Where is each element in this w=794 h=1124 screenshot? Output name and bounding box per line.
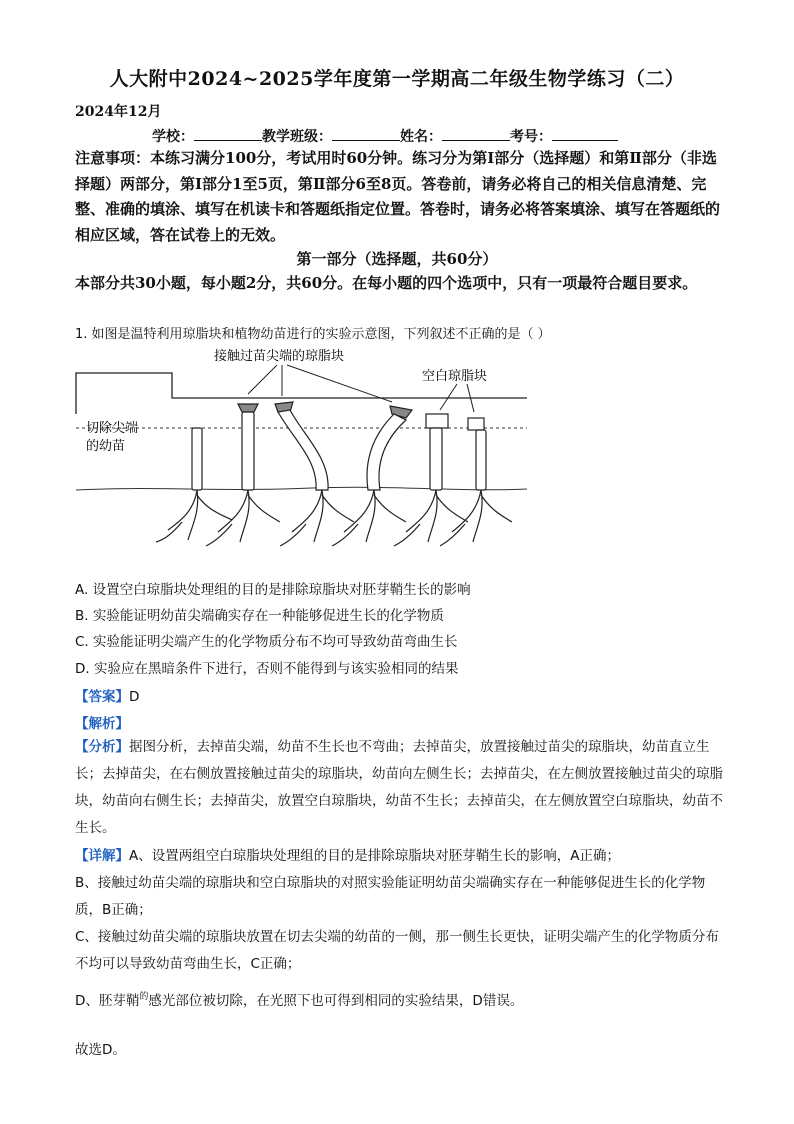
option-d: D. 实验应在黑暗条件下进行，否则不能得到与该实验相同的结果 (75, 661, 459, 677)
part1-instruction: 本部分共30小题，每小题2分，共60分。在每小题的四个选项中，只有一项最符合题目要求。 (75, 274, 698, 292)
detail-d-pre: D、胚芽鞘 (75, 993, 140, 1009)
fenxi-label: 【分析】 (75, 739, 129, 755)
answer-label: 【答案】 (75, 689, 129, 705)
number-label: 考号： (510, 129, 552, 145)
xiangjie-a-text: A、设置两组空白琼脂块处理组的目的是排除琼脂块对胚芽鞘生长的影响，A正确； (129, 848, 620, 864)
fenxi-text: 据图分析，去掉苗尖端，幼苗不生长也不弯曲；去掉苗尖，放置接触过苗尖的琼脂块，幼苗直立生长；去掉苗尖，在右侧放置接触过苗尖的琼脂块，幼苗向左侧生长；去掉苗尖，在左侧放置接触过苗尖的琼脂块，幼苗向右侧生长；去掉苗尖，放置空白琼脂块，幼苗不生长；去掉苗尖，在左侧放置空白琼脂块，幼苗不生长。 (75, 739, 723, 836)
seedling-blank-block (394, 414, 468, 546)
detail-d (75, 984, 723, 1015)
page-title: 人大附中2024~2025学年度第一学期高二年级生物学练习（二） (109, 68, 685, 90)
answer-value: D (129, 689, 140, 705)
seedling-block-bent-left (275, 402, 354, 546)
detail-c: C、接触过幼苗尖端的琼脂块放置在切去尖端的幼苗的一侧，那一侧生长更快，证明尖端产生的化学物质分布不均可以导致幼苗弯曲生长，C正确； (75, 929, 719, 972)
detail-d-post: 感光部位被切除，在光照下也可得到相同的实验结果，D错误。 (148, 993, 524, 1009)
figure-label-blank: 空白琼脂块 (422, 369, 488, 384)
question-1-stem: 1. 如图是温特利用琼脂块和植物幼苗进行的实验示意图，下列叙述不正确的是（ ） (75, 327, 551, 342)
experiment-figure (72, 340, 532, 572)
school-blank[interactable] (194, 126, 262, 141)
option-b: B. 实验能证明幼苗尖端确实存在一种能够促进生长的化学物质 (75, 608, 444, 624)
option-a: A. 设置空白琼脂块处理组的目的是排除琼脂块对胚芽鞘生长的影响 (75, 582, 471, 598)
soil-line (76, 487, 527, 490)
class-label: 教学班级： (262, 129, 332, 145)
school-label: 学校： (152, 129, 194, 145)
figure-label-side-1: 切除尖端 (86, 421, 139, 436)
name-label: 姓名： (400, 129, 442, 145)
detail-a (75, 843, 723, 870)
seedling-cut (156, 428, 232, 542)
name-blank[interactable] (442, 126, 510, 141)
seedling-blank-block-side (440, 418, 512, 546)
answer-line (75, 685, 139, 705)
student-info-line (152, 126, 618, 146)
class-blank[interactable] (332, 126, 400, 141)
notice-paragraph: 注意事项：本练习满分100分，考试用时60分钟。练习分为第Ⅰ部分（选择题）和第Ⅱ部分（非选择题）两部分，第Ⅰ部分1至5页，第Ⅱ部分6至8页。答卷前，请务必将自己的相关信息清楚、完整、准确的填涂、填写在机读卡和答题纸指定位置。答卷时，请务必将答案填涂、填写在答题纸的相应区域，答在试卷上的无效。 (75, 149, 721, 244)
figure-label-top: 接触过苗尖端的琼脂块 (214, 349, 345, 364)
detail-b: B、接触过幼苗尖端的琼脂块和空白琼脂块的对照实验能证明幼苗尖端确实存在一种能够促进生长的化学物质，B正确； (75, 875, 706, 918)
detail-d-sup: 的 (139, 992, 149, 1002)
analysis-label: 【解析】 (75, 716, 129, 732)
seedling-block-straight (206, 404, 280, 546)
conclusion: 故选D。 (75, 1042, 126, 1058)
xiangjie-label: 【详解】 (75, 848, 129, 864)
analysis-paragraph (75, 734, 723, 842)
option-c: C. 实验能证明尖端产生的化学物质分布不均可导致幼苗弯曲生长 (75, 634, 458, 650)
figure-label-side-2: 的幼苗 (86, 439, 126, 454)
part1-heading: 第一部分（选择题，共60分） (296, 250, 498, 268)
exam-date: 2024年12月 (75, 104, 162, 120)
seedling-block-bent-right (332, 406, 412, 546)
number-blank[interactable] (552, 126, 618, 141)
